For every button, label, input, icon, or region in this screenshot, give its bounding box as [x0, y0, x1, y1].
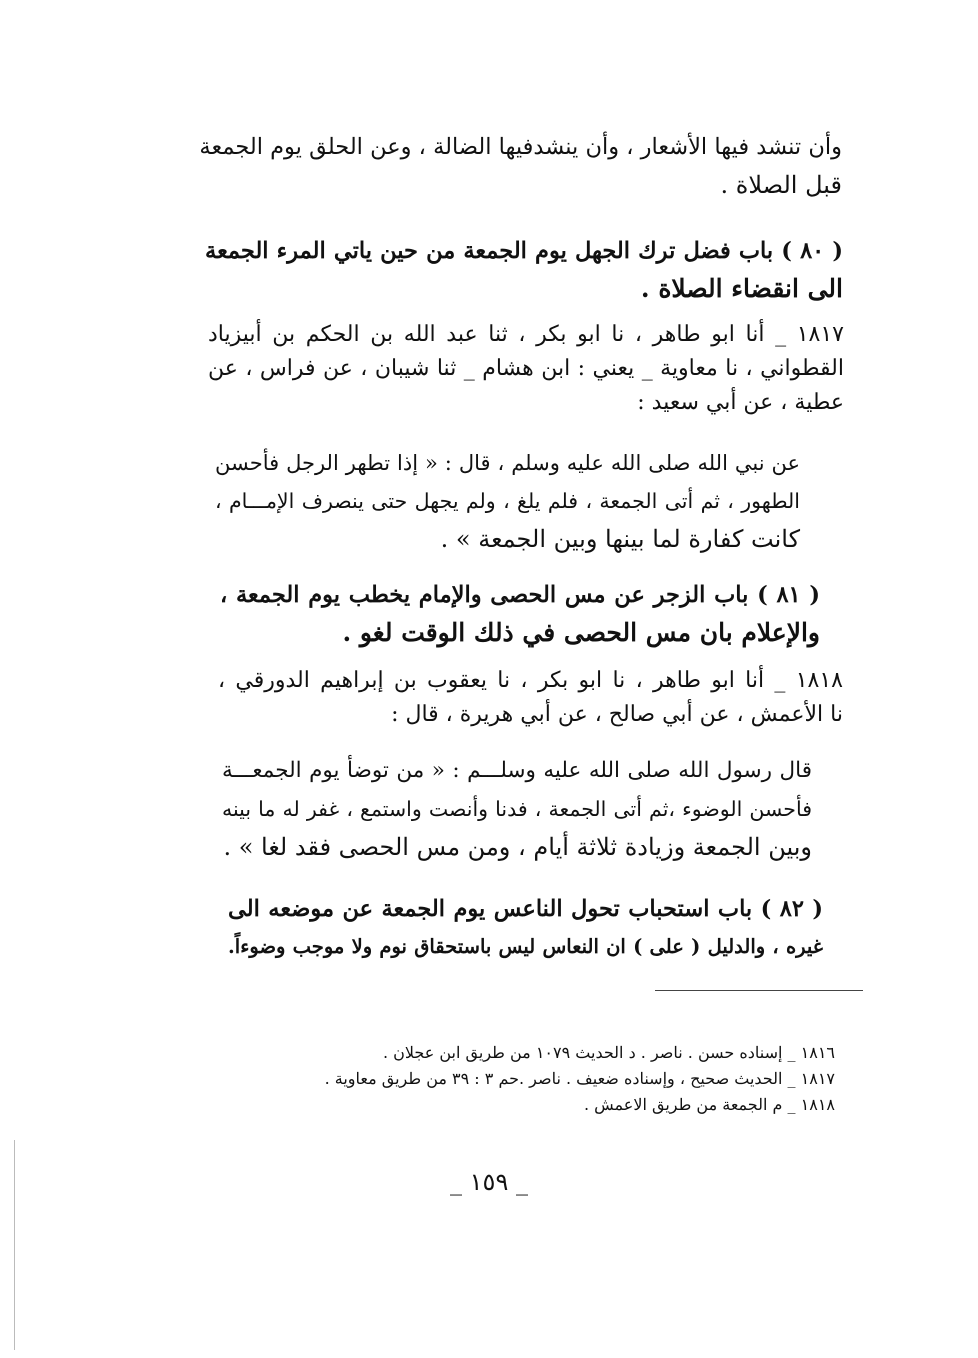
text-line: القطواني ، نا معاوية _ يعني : ابن هشام _ ثنا شيبان ، عن فراس ، عن: [208, 356, 844, 381]
text-line: وبين الجمعة وزيادة ثلاثة أيام ، ومن مس الحصى فقد لغا » .: [223, 833, 812, 861]
footnotes: [235, 1040, 835, 1118]
chapter-heading-81: [220, 576, 820, 652]
heading-line: والإعلام بان مس الحصى في ذلك الوقت لغو .: [342, 618, 820, 647]
footnote-1817: ١٨١٧ _ الحديث صحيح ، وإسناده ضعيف . ناصر .حم ٣ : ٣٩ من طريق معاوية .: [324, 1069, 835, 1088]
intro-paragraph: [200, 128, 842, 204]
text-line: ١٨١٧ _ أنا ابو طاهر ، نا ابو بكر ، ثنا عبد الله بن الحكم بن أبيزياد: [208, 322, 844, 347]
footnote-1816: ١٨١٦ _ إسناده حسن . ناصر . د الحديث ١٠٧٩ من طريق ابن عجلان .: [382, 1043, 835, 1062]
hadith-1818: [222, 752, 812, 866]
heading-line: ( ٨٠ ) باب فضل ترك الجهل يوم الجمعة من حين ياتي المرء الجمعة: [205, 238, 843, 264]
hadith-1817: [215, 444, 800, 558]
footnote-separator: [655, 990, 863, 991]
footnote-1818: ١٨١٨ _ م الجمعة من طريق الاعمش .: [583, 1095, 835, 1114]
text-line: ١٨١٨ _ أنا ابو طاهر ، نا ابو بكر ، نا يعقوب بن إبراهيم الدورقي ،: [218, 668, 843, 693]
text-line: كانت كفارة لما بينها وبين الجمعة » .: [440, 525, 800, 553]
heading-line: ( ٨١ ) باب الزجر عن مس الحصى والإمام يخطب يوم الجمعة ،: [220, 582, 820, 608]
text-line: فأحسن الوضوء ،ثم أتى الجمعة ، فدنا وأنصت واستمع ، غفر له ما بينه: [222, 797, 812, 821]
heading-line: الى انقضاء الصلاة .: [640, 274, 843, 303]
text-line: عن نبي الله صلى الله عليه وسلم ، قال : « إذا تطهر الرجل فأحسن: [215, 451, 800, 475]
page-number: _ ١٥٩ _: [450, 1168, 528, 1196]
chapter-heading-80: [205, 232, 843, 308]
scan-edge-mark: [14, 1140, 15, 1350]
text-line: قبل الصلاة .: [720, 171, 842, 199]
heading-line: غيره ، والدليل ( على ) ان النعاس ليس باستحقاق نوم ولا موجب وضوءاً.: [228, 935, 823, 958]
isnad-1818: [218, 664, 843, 732]
heading-line: ( ٨٢ ) باب استحباب تحول الناعس يوم الجمعة عن موضعه الى: [228, 896, 823, 922]
chapter-heading-82: [228, 890, 823, 966]
text-line: الطهور ، ثم أتى الجمعة ، فلم يلغ ، ولم يجهل حتى ينصرف الإمـــام ،: [215, 489, 800, 513]
text-line: نا الأعمش ، عن أبي صالح ، عن أبي هريرة ، قال :: [391, 702, 843, 727]
text-line: عطية ، عن أبي سعيد :: [637, 390, 844, 415]
text-line: وأن تنشد فيها الأشعار ، وأن ينشدفيها الضالة ، وعن الحلق يوم الجمعة: [199, 134, 842, 160]
isnad-1817: [208, 318, 844, 420]
text-line: قال رسول الله صلى الله عليه وسلـــم : « من توضأ يوم الجمعـــة: [222, 758, 812, 783]
